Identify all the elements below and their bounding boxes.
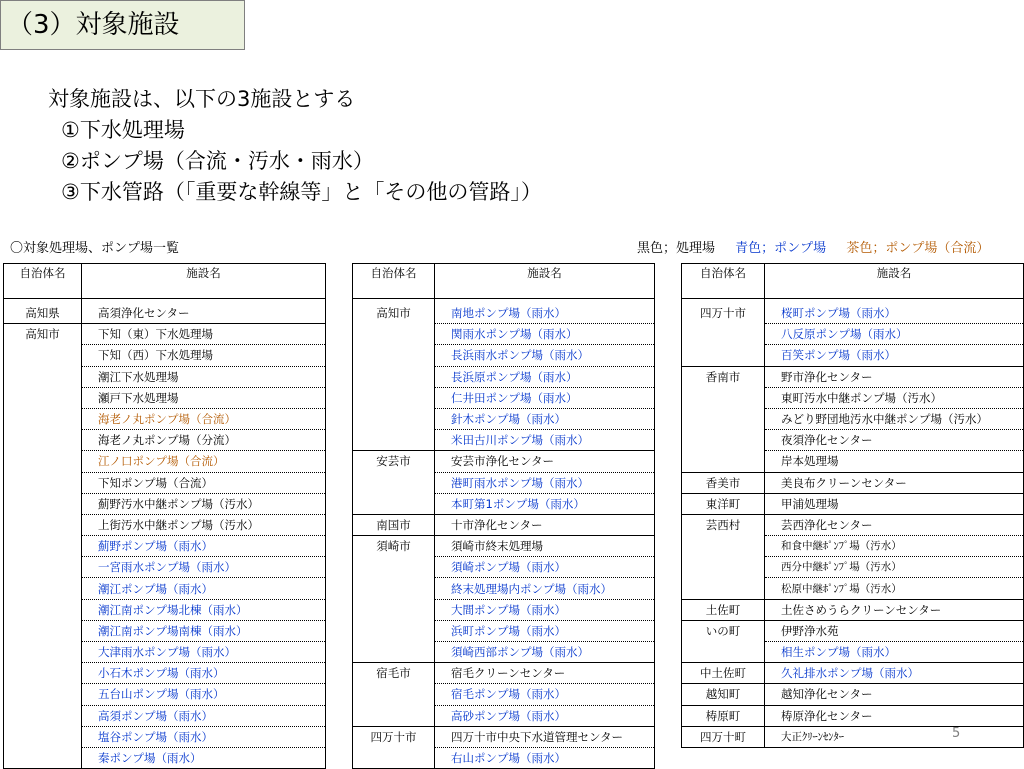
facility-cell: 野市浄化センター — [765, 366, 1024, 387]
facility-cell: 高須ポンプ場（雨水） — [82, 705, 326, 726]
header-facility: 施設名 — [82, 264, 326, 299]
facility-cell: 長浜雨水ポンプ場（雨水） — [435, 345, 655, 366]
facility-cell: 大正ｸﾘｰﾝｾﾝﾀｰ — [765, 726, 1024, 747]
facility-cell: 高須浄化センター — [82, 303, 326, 324]
header-facility: 施設名 — [435, 264, 655, 299]
facility-cell: 大間ポンプ場（雨水） — [435, 599, 655, 620]
facility-cell: 薊野ポンプ場（雨水） — [82, 536, 326, 557]
facility-cell: 潮江下水処理場 — [82, 366, 326, 387]
facility-cell: 関雨水ポンプ場（雨水） — [435, 324, 655, 345]
table-row — [682, 493, 1024, 514]
facility-cell: 潮江ポンプ場（雨水） — [82, 578, 326, 599]
municipality-cell: 香美市 — [682, 472, 765, 493]
facility-cell: 五台山ポンプ場（雨水） — [82, 684, 326, 705]
page-number: 5 — [952, 726, 961, 741]
color-legend — [637, 237, 989, 256]
facility-cell: 須崎市終末処理場 — [435, 536, 655, 557]
facility-cell: 四万十市中央下水道管理センター — [435, 726, 655, 747]
table-row — [682, 663, 1024, 684]
legend-black: 黒色；処理場 — [637, 241, 716, 256]
facility-cell: 浜町ポンプ場（雨水） — [435, 620, 655, 641]
facility-cell: 久礼排水ポンプ場（雨水） — [765, 663, 1024, 684]
municipality-cell: 香南市 — [682, 366, 765, 472]
facility-cell: 伊野浄水苑 — [765, 620, 1024, 641]
facility-cell: 南地ポンプ場（雨水） — [435, 303, 655, 324]
municipality-cell: 梼原町 — [682, 705, 765, 726]
facility-cell: 海老ノ丸ポンプ場（分流） — [82, 430, 326, 451]
facility-cell: 下知（東）下水処理場 — [82, 324, 326, 345]
facility-cell: 十市浄化センター — [435, 514, 655, 535]
facility-cell: 宿毛クリーンセンター — [435, 663, 655, 684]
table-row — [682, 303, 1024, 324]
table-row — [682, 472, 1024, 493]
facility-cell: 東町汚水中継ポンプ場（汚水） — [765, 387, 1024, 408]
table-row — [682, 726, 1024, 747]
facility-cell: 桜町ポンプ場（雨水） — [765, 303, 1024, 324]
intro-item-sewer-pipe: ③下水管路（「重要な幹線等」と「その他の管路」） — [61, 180, 542, 204]
facility-cell: 海老ノ丸ポンプ場（合流） — [82, 408, 326, 429]
facility-cell: 大津雨水ポンプ場（雨水） — [82, 642, 326, 663]
facility-table-1 — [3, 263, 326, 769]
facility-cell: 薊野汚水中継ポンプ場（汚水） — [82, 493, 326, 514]
facility-cell: 梼原浄化センター — [765, 705, 1024, 726]
facility-cell: 仁井田ポンプ場（雨水） — [435, 387, 655, 408]
table-row — [353, 303, 655, 324]
facility-cell: 下知（西）下水処理場 — [82, 345, 326, 366]
intro-item-treatment-plant: ①下水処理場 — [61, 118, 185, 142]
header-municipality: 自治体名 — [4, 264, 82, 299]
facility-cell: 港町雨水ポンプ場（雨水） — [435, 472, 655, 493]
table-row — [682, 684, 1024, 705]
facility-cell: 本町第1ポンプ場（雨水） — [435, 493, 655, 514]
facility-cell: 百笑ポンプ場（雨水） — [765, 345, 1024, 366]
municipality-cell: 芸西村 — [682, 514, 765, 599]
facility-cell: 松原中継ﾎﾟﾝﾌﾟ場（汚水） — [765, 578, 1024, 599]
table-row — [353, 514, 655, 535]
facility-cell: 右山ポンプ場（雨水） — [435, 747, 655, 768]
facility-cell: 土佐さめうらクリーンセンター — [765, 599, 1024, 620]
header-municipality: 自治体名 — [353, 264, 435, 299]
facility-cell: 小石木ポンプ場（雨水） — [82, 663, 326, 684]
facility-cell: 一宮雨水ポンプ場（雨水） — [82, 557, 326, 578]
municipality-cell: いの町 — [682, 620, 765, 662]
header-facility: 施設名 — [765, 264, 1024, 299]
intro-text — [48, 84, 542, 208]
facility-cell: 甲浦処理場 — [765, 493, 1024, 514]
municipality-cell: 宿毛市 — [353, 663, 435, 727]
table-row — [682, 705, 1024, 726]
municipality-cell: 四万十市 — [682, 303, 765, 366]
municipality-cell: 高知市 — [353, 303, 435, 451]
facility-cell: 岸本処理場 — [765, 451, 1024, 472]
facility-cell: 秦ポンプ場（雨水） — [82, 747, 326, 768]
facility-cell: 潮江南ポンプ場南棟（雨水） — [82, 620, 326, 641]
municipality-cell: 越知町 — [682, 684, 765, 705]
table-row — [353, 663, 655, 684]
legend-brown: 茶色；ポンプ場（合流） — [846, 241, 990, 256]
municipality-cell: 高知県 — [4, 303, 82, 324]
municipality-cell: 中土佐町 — [682, 663, 765, 684]
facility-cell: みどり野団地汚水中継ポンプ場（汚水） — [765, 408, 1024, 429]
table-row — [682, 366, 1024, 387]
facility-cell: 相生ポンプ場（雨水） — [765, 642, 1024, 663]
facility-cell: 安芸市浄化センター — [435, 451, 655, 472]
intro-item-pump-station: ②ポンプ場（合流・汚水・雨水） — [61, 149, 374, 173]
list-title: 〇対象処理場、ポンプ場一覧 — [10, 241, 180, 256]
facility-cell: 針木ポンプ場（雨水） — [435, 408, 655, 429]
facility-cell: 塩谷ポンプ場（雨水） — [82, 726, 326, 747]
facility-cell: 須崎西部ポンプ場（雨水） — [435, 642, 655, 663]
table-row — [353, 451, 655, 472]
slide-title: （3）対象施設 — [0, 0, 245, 50]
facility-cell: 高砂ポンプ場（雨水） — [435, 705, 655, 726]
facility-cell: 江ノ口ポンプ場（合流） — [82, 451, 326, 472]
facility-cell: 越知浄化センター — [765, 684, 1024, 705]
facility-cell: 瀬戸下水処理場 — [82, 387, 326, 408]
municipality-cell: 須崎市 — [353, 536, 435, 663]
facility-cell: 八反原ポンプ場（雨水） — [765, 324, 1024, 345]
facility-cell: 潮江南ポンプ場北棟（雨水） — [82, 599, 326, 620]
facility-cell: 終末処理場内ポンプ場（雨水） — [435, 578, 655, 599]
municipality-cell: 南国市 — [353, 514, 435, 535]
header-municipality: 自治体名 — [682, 264, 765, 299]
facility-cell: 下知ポンプ場（合流） — [82, 472, 326, 493]
facility-cell: 米田古川ポンプ場（雨水） — [435, 430, 655, 451]
intro-lead: 対象施設は、以下の3施設とする — [48, 87, 356, 111]
facility-cell: 夜須浄化センター — [765, 430, 1024, 451]
municipality-cell: 四万十市 — [353, 726, 435, 768]
facility-cell: 芸西浄化センター — [765, 514, 1024, 535]
facility-cell: 宿毛ポンプ場（雨水） — [435, 684, 655, 705]
table-row — [4, 303, 326, 324]
municipality-cell: 高知市 — [4, 324, 82, 769]
table-row — [353, 726, 655, 747]
municipality-cell: 安芸市 — [353, 451, 435, 515]
table-row — [682, 620, 1024, 641]
facility-cell: 長浜原ポンプ場（雨水） — [435, 366, 655, 387]
municipality-cell: 土佐町 — [682, 599, 765, 620]
facility-cell: 西分中継ﾎﾟﾝﾌﾟ場（汚水） — [765, 557, 1024, 578]
legend-blue: 青色；ポンプ場 — [735, 241, 827, 256]
municipality-cell: 東洋町 — [682, 493, 765, 514]
facility-table-3 — [681, 263, 1024, 748]
table-row — [4, 324, 326, 345]
table-row — [682, 599, 1024, 620]
facility-cell: 和食中継ﾎﾟﾝﾌﾟ場（汚水） — [765, 536, 1024, 557]
facility-table-2 — [352, 263, 655, 769]
table-row — [353, 536, 655, 557]
facility-cell: 須崎ポンプ場（雨水） — [435, 557, 655, 578]
table-row — [682, 514, 1024, 535]
facility-cell: 上街汚水中継ポンプ場（汚水） — [82, 514, 326, 535]
facility-cell: 美良布クリーンセンター — [765, 472, 1024, 493]
municipality-cell: 四万十町 — [682, 726, 765, 747]
